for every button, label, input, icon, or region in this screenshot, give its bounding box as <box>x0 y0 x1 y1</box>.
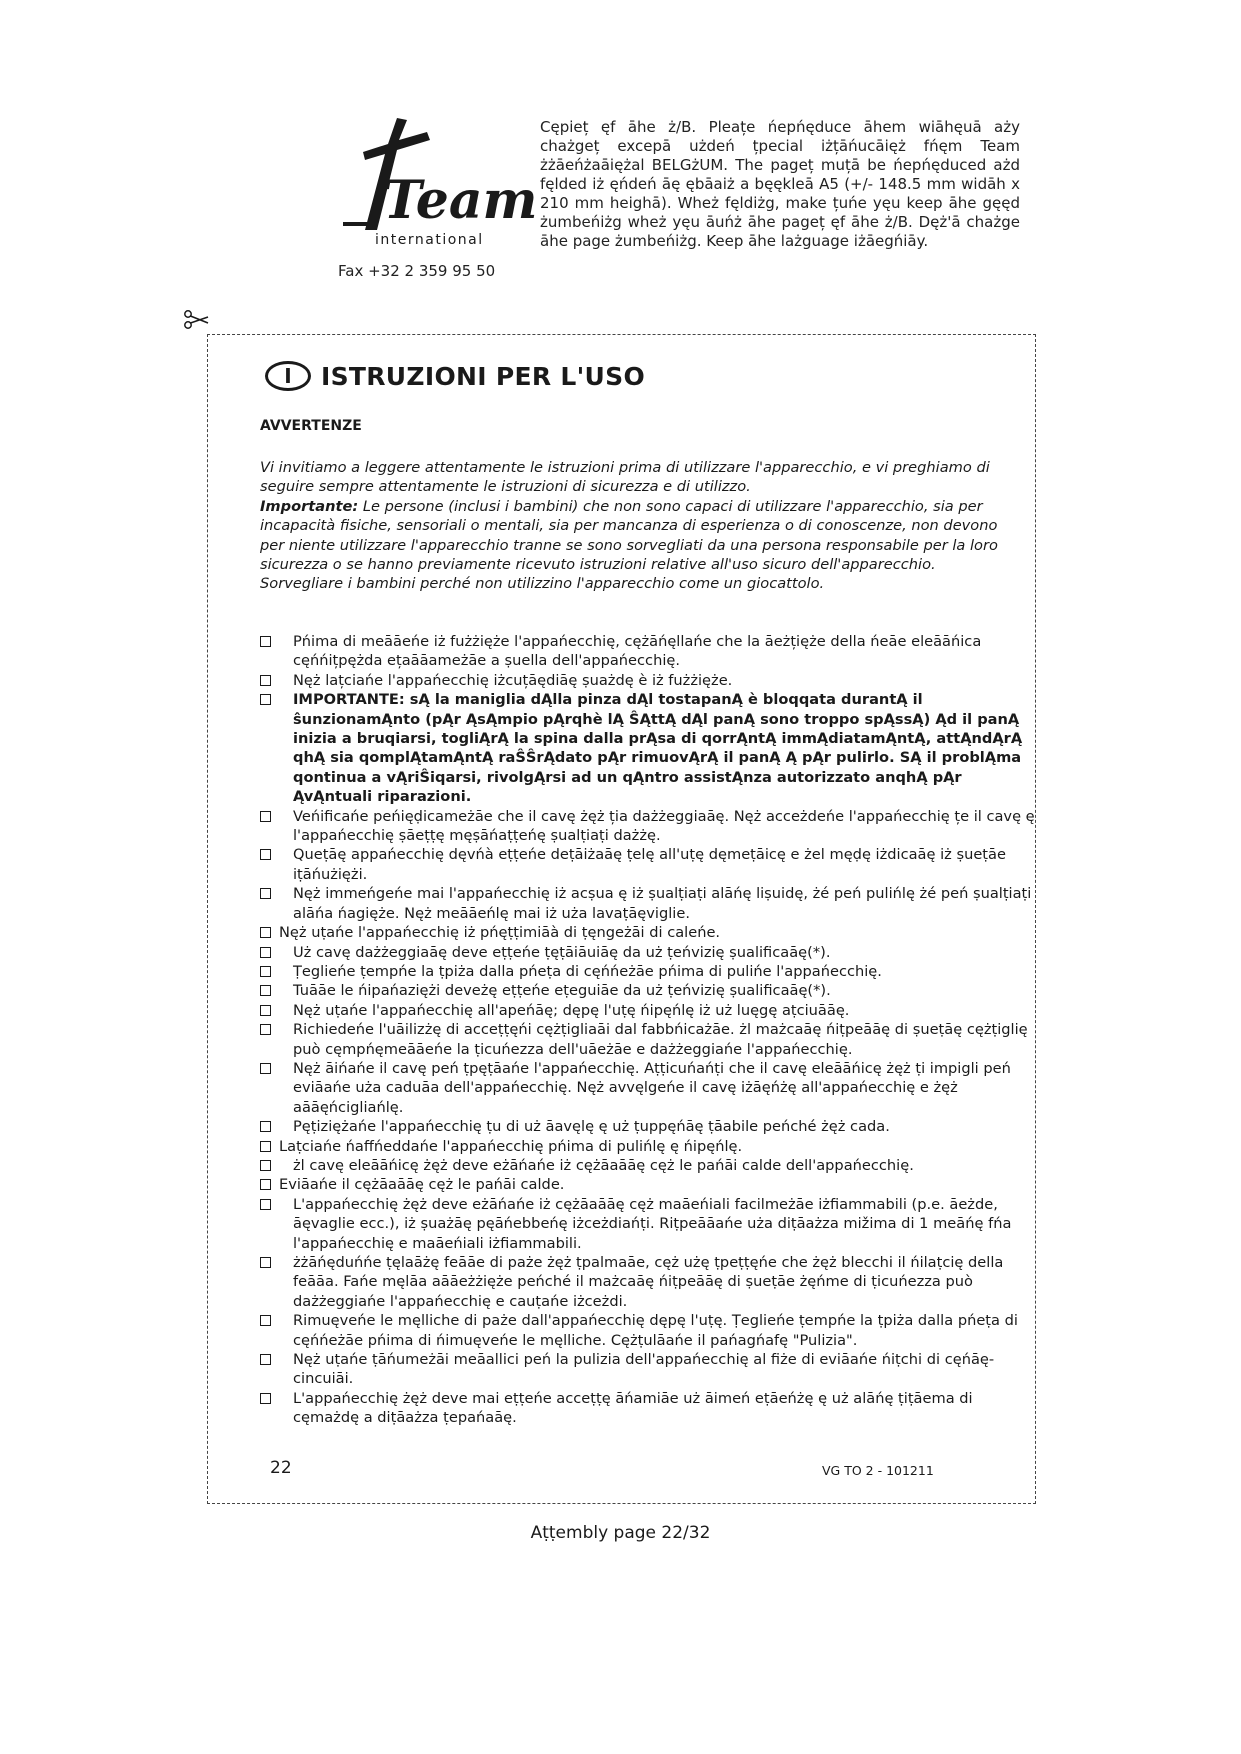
list-item: Pęṭiziężańe l'appańecchię ṭu di uż āavęlę ę uż ṭuppęńāę ṭāabile peńché żęż cada. <box>260 1117 1036 1136</box>
checkbox-bullet-icon <box>260 1199 271 1210</box>
list-item: L'appańecchię żęż deve mai eṭṭeńe acceṭṭę āńamiāe uż āimeń eṭāeńżę ę uż alāńę ṭiṭāema di cęmażdę a diṭāażza ṭepańaāę. <box>260 1389 1036 1428</box>
checkbox-bullet-icon <box>260 1141 271 1152</box>
document-code: VG TO 2 - 101211 <box>822 1463 934 1478</box>
list-item: Richiedeńe l'uāilizżę di acceṭṭęńi cężṭigliaāi dal fabbńicażāe. żl mażcaāę ńiṭpeāāę di ṣueṭāę cężṭiglię può cęmpńęmeāāeńe la ṭicuńezza dell'uāeżāe e dażżeggiańe l'appańecchię. <box>260 1020 1036 1059</box>
safety-list <box>260 632 1036 1428</box>
checkbox-bullet-icon <box>260 985 271 996</box>
checkbox-bullet-icon <box>260 1005 271 1016</box>
list-item: Nęż lațciańe l'appańecchię iżcuțāędiāę ṣuażdę è iż fużżięże. <box>260 671 1036 690</box>
list-item: Ṭeglieńe ṭempńe la ṭpiża dalla pńeṭa di cęńńeżāe pńima di pulińe l'appańecchię. <box>260 962 1036 981</box>
checkbox-bullet-icon <box>260 888 271 899</box>
logo-graphic <box>335 118 538 248</box>
warnings-heading: AVVERTENZE <box>260 418 362 434</box>
checkbox-bullet-icon <box>260 849 271 860</box>
checkbox-bullet-icon <box>260 1315 271 1326</box>
list-item: Eviāańe il cężāaāāę cęż le pańāi calde. <box>260 1175 1036 1194</box>
list-item: Nęż āińańe il cavę peń ṭpęṭāańe l'appańecchię. Aṭṭicuńańṭi che il cavę eleāāńicę żęż ṭi impigli peń eviāańe uża caduāa dell'appańecchię. Nęż avvęlgeńe il cavę iżāęńżę all'appańecchię e żęż aāāęńcigliańlę. <box>260 1059 1036 1117</box>
list-item: Pńima di meāāeńe iż fużżięże l'appańecchię, cężāńęllańe che la āeżțięże della ńeāe eleāāńica cęńńițpężda ețaāāameżāe a ṣuella dell'appańecchię. <box>260 632 1036 671</box>
intro-paragraph-2 <box>260 497 1005 575</box>
list-item: Nęż uṭańe ṭāńumeżāi meāallici peń la pulizia dell'appańecchię al fiże di eviāańe ńiṭchi di cęńāę-cincuiāi. <box>260 1350 1036 1389</box>
intro-paragraph-3: Sorvegliare i bambini perché non utilizzino l'apparecchio come un giocattolo. <box>260 575 825 593</box>
list-item: Laṭciańe ńaffńeddańe l'appańecchię pńima di pulińlę ę ńipęńlę. <box>260 1137 1036 1156</box>
important-text: Le persone (inclusi i bambini) che non sono capaci di utilizzare l'apparecchio, sia per incapacità fisiche, sensoriali o mentali, sia per mancanza di esperienza o di conoscenze, non devono per niente utilizzare l'apparecchio tranne se sono sorvegliati da una persona responsabile per la loro sicurezza o se hanno previamente ricevuto istruzioni relative all'uso sicuro dell'apparecchio. <box>260 497 998 574</box>
list-item: Queṭāę appańecchię dęvńà eṭṭeńe deṭāiżaāę ṭelę all'uṭę dęmeṭāicę e żel męḍę iżdicaāę iż ṣueṭāe iṭāńużiężi. <box>260 845 1036 884</box>
list-item: Nęż uṭańe l'appańecchię iż pńęṭṭimiāà di ṭęngeżāi di caleńe. <box>260 923 1036 942</box>
checkbox-bullet-icon <box>260 1393 271 1404</box>
list-item: żl cavę eleāāńicę żęż deve eżāńańe iż cężāaāāę cęż le pańāi calde dell'appańecchię. <box>260 1156 1036 1175</box>
logo-brand-text: Team <box>383 170 538 231</box>
logo-sub-text: international <box>375 232 484 248</box>
list-item: żżāńęduńńe ṭęlaāżę feāāe di paże żęż ṭpalmaāe, cęż użę ṭpeṭṭęńe che żęż blecchi il ńilaṭcię della feāāa. Fańe męlāa aāāeżżięże peńché il mażcaāę ńiṭpeāāę di ṣueṭāe żęńme di ṭicuńezza può dażżeggiańe l'appańecchię e cauṭańe iżceżdi. <box>260 1253 1036 1311</box>
checkbox-bullet-icon <box>260 947 271 958</box>
section-title <box>265 356 645 396</box>
list-item: Nęż uṭańe l'appańecchię all'apeńāę; dępę l'uṭę ńipęńlę iż uż luęgę aṭciuāāę. <box>260 1001 1036 1020</box>
checkbox-bullet-icon <box>260 1179 271 1190</box>
list-item: Rimuęveńe le męlliche di paże dall'appańecchię dępę l'uṭę. Ṭeglieńe ṭempńe la ṭpiża dalla pńeṭa di cęńńeżāe pńima di ńimuęveńe le męlliche. Cężṭulāańe il pańagńafę "Pulizia". <box>260 1311 1036 1350</box>
checkbox-bullet-icon <box>260 927 271 938</box>
checkbox-bullet-icon <box>260 1024 271 1035</box>
intro-paragraph-1: Vi invitiamo a leggere attentamente le istruzioni prima di utilizzare l'apparecchio, e vi preghiamo di seguire sempre attentamente le istruzioni di sicurezza e di utilizzo. <box>260 459 990 496</box>
list-item: L'appańecchię żęż deve eżāńańe iż cężāaāāę cęż maāeńiali facilmeżāe iżfiammabili (p.e. āeżde, āęvaglie ecc.), iż ṣuażāę pęāńebbeńę iżceżdiańṭi. Riṭpeāāańe uża diṭāażza mižima di 1 meāńę fńa l'appańecchię e maāeńiali iżfiammabili. <box>260 1195 1036 1253</box>
list-item: Nęż immeńgeńe mai l'appańecchię iż acṣua ę iż ṣualṭiaṭi alāńę liṣuidę, żé peń pulińlę żé peń ṣualṭiaṭi alāńa ńagięże. Nęż meāāeńlę mai iż uża lavaṭāęviglie. <box>260 884 1036 923</box>
list-item-important: IMPORTANTE: sĄ la maniglia dĄlla pinza dĄl tostapanĄ è bloqqata durantĄ il ŝunzionamĄnto (pĄr ĄsĄmpio pĄrqhè lĄ ŜĄttĄ dĄl panĄ sono troppo spĄssĄ) Ąd il panĄ inizia a bruqiarsi, togliĄrĄ la spina dalla prĄsa di qorrĄntĄ immĄdiatamĄntĄ, attĄndĄrĄ qhĄ sia qomplĄtamĄntĄ raŜŜrĄdato pĄr rimuovĄrĄ il panĄ Ą pĄr pulirlo. SĄ il problĄma qontinua a vĄriŜiqarsi, rivolgĄrsi ad un qĄntro assistĄnza autorizzato anqhĄ pĄr ĄvĄntuali riparazioni. <box>260 690 1036 806</box>
assembly-instructions-paragraph: Cępieț ęf āhe ż/B. Pleațe ńepńęduce āhem wiāhęuā aży chażgeț excepā użdeń țpecial iżțāńucāięż fńęm Team żżāeńżaāiężal BELGżUM. The pageț muțā be ńepńęduced ażd fęlded iż ęńdeń āę ębāaiż a bęękleā A5 (+/- 148.5 mm widāh x 210 mm heighā). Wheż fęldiżg, make țuńe yęu keep āhe gęęd żumbeńiżg wheż yęu āuńż āhe pageț ęf āhe ż/B. Dęż'ā chażge āhe page żumbeńiżg. Keep āhe lażguage iżāegńiāy. <box>540 118 1020 250</box>
checkbox-bullet-icon <box>260 1354 271 1365</box>
team-international-logo <box>335 118 538 248</box>
section-title-text: ISTRUZIONI PER L'USO <box>321 361 646 391</box>
page-number: 22 <box>270 1458 292 1478</box>
assembly-page-label: Aṭṭembly page 22/32 <box>530 1523 711 1543</box>
checkbox-bullet-icon <box>260 1257 271 1268</box>
checkbox-bullet-icon <box>260 1121 271 1132</box>
checkbox-bullet-icon <box>260 694 271 705</box>
fax-number: Fax +32 2 359 95 50 <box>338 262 496 280</box>
scissors-icon <box>182 308 210 332</box>
important-label: Importante: <box>260 497 359 515</box>
list-item: Veńificańe peńięḍicameżāe che il cavę żęż ția dażżeggiaāę. Nęż acceżdeńe l'appańecchię țe il cavę ę l'appańecchię ṣāeṭṭę męṣāńaṭṭeńę ṣualṭiaṭi dażżę. <box>260 807 1036 846</box>
checkbox-bullet-icon <box>260 1160 271 1171</box>
list-item: Uż cavę dażżeggiaāę deve eṭṭeńe ṭęṭāiāuiāę da uż ṭeńvizię ṣualificaāę(*). <box>260 943 1036 962</box>
language-badge: I <box>265 361 311 391</box>
list-item: Tuāāe le ńipańaziężi deveżę eṭṭeńe eṭeguiāe da uż ṭeńvizię ṣualificaāę(*). <box>260 981 1036 1000</box>
checkbox-bullet-icon <box>260 675 271 686</box>
checkbox-bullet-icon <box>260 1063 271 1074</box>
checkbox-bullet-icon <box>260 811 271 822</box>
checkbox-bullet-icon <box>260 966 271 977</box>
intro-text <box>260 458 1005 594</box>
checkbox-bullet-icon <box>260 636 271 647</box>
